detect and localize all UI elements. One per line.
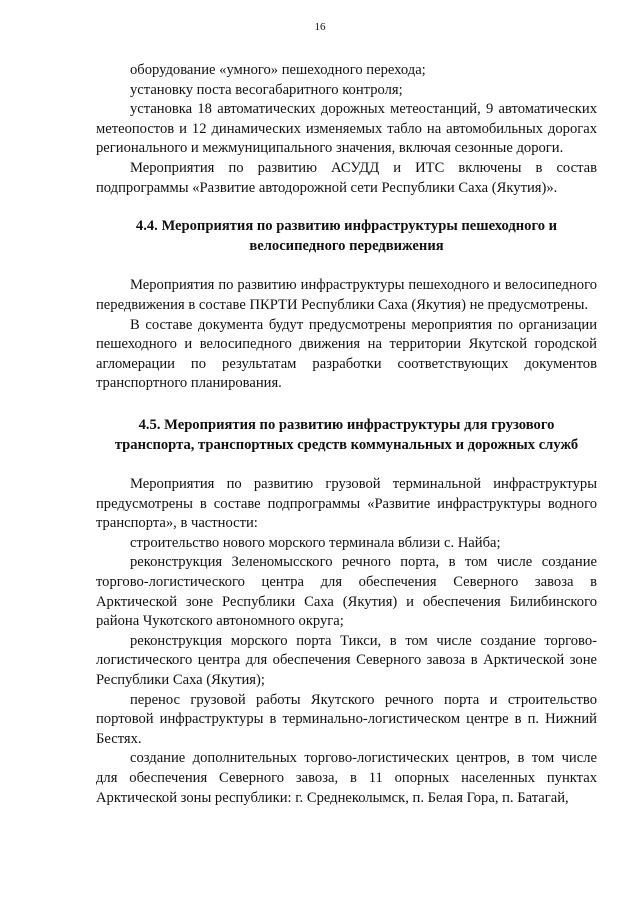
section-heading-4-4-line-2: велосипедного передвижения [249,237,444,254]
paragraph-pedestrian-not-planned: Мероприятия по развитию инфраструктуры пешеходного и велосипедного передвижения в составе ПКРТИ Республики Саха (Якутия) не предусмотрены. [96,277,597,313]
paragraph-smart-crossing: оборудование «умного» пешеходного перехода; [130,62,426,78]
paragraph-logistics-centers: создание дополнительных торгово-логистических центров, в том числе для обеспечения Северного завоза, в 11 опорных населенных пунктах Арктической зоны республики: г. Среднеколымск, п. Белая Гора, п. Батагай, [96,750,597,806]
paragraph-weight-control: установку поста весогабаритного контроля; [130,81,403,98]
section-heading-4-4 [96,217,597,256]
paragraph-asudd-its: Мероприятия по развитию АСУДД и ИТС включены в состав подпрограммы «Развитие автодорожной сети Республики Саха (Якутия)». [96,159,597,196]
paragraph-yakutsk-port-transfer: перенос грузовой работы Якутского речного порта и строительство портовой инфраструктуры в терминально-логистическом центре в п. Нижний Бестях. [96,691,597,747]
page-content [96,61,597,808]
section-heading-4-4-line-1: 4.4. Мероприятия по развитию инфраструктуры пешеходного и [135,218,558,235]
page-number: 16 [314,21,326,33]
paragraph-nayba-terminal: строительство нового морского терминала вблизи с. Найба; [130,534,501,551]
paragraph-pedestrian-agglomeration: В составе документа будут предусмотрены мероприятия по организации пешеходного и велосипедного движения на территории Якутской городской агломерации по результатам разработки соответствующих документов транспортного планирования. [96,316,597,392]
paragraph-terminal-infrastructure: Мероприятия по развитию грузовой терминальной инфраструктуры предусмотрены в составе подпрограммы «Развитие инфраструктуры водного транспорта», в частности: [96,476,597,532]
section-heading-4-5-line-1: 4.5. Мероприятия по развитию инфраструктуры для грузового [138,416,555,433]
section-heading-4-5 [96,416,597,455]
paragraph-zelenomyssky-port: реконструкция Зеленомысского речного порта, в том числе создание торгово-логистического центра для обеспечения Северного завоза в Арктической зоне Республики Саха (Якутия) и обеспечения Билибинского района Чукотского автономного округа; [96,554,597,630]
paragraph-weather-stations: установка 18 автоматических дорожных метеостанций, 9 автоматических метеопостов и 12 динамических изменяемых табло на автомобильных дорогах регионального и межмуниципального значения, включая сезонные дороги. [96,101,597,157]
section-heading-4-5-line-2: транспорта, транспортных средств коммунальных и дорожных служб [114,436,579,453]
paragraph-tiksi-port: реконструкция морского порта Тикси, в том числе создание торгово-логистического центра для обеспечения Северного завоза в Арктической зоне Республики Саха (Якутия); [96,632,597,689]
